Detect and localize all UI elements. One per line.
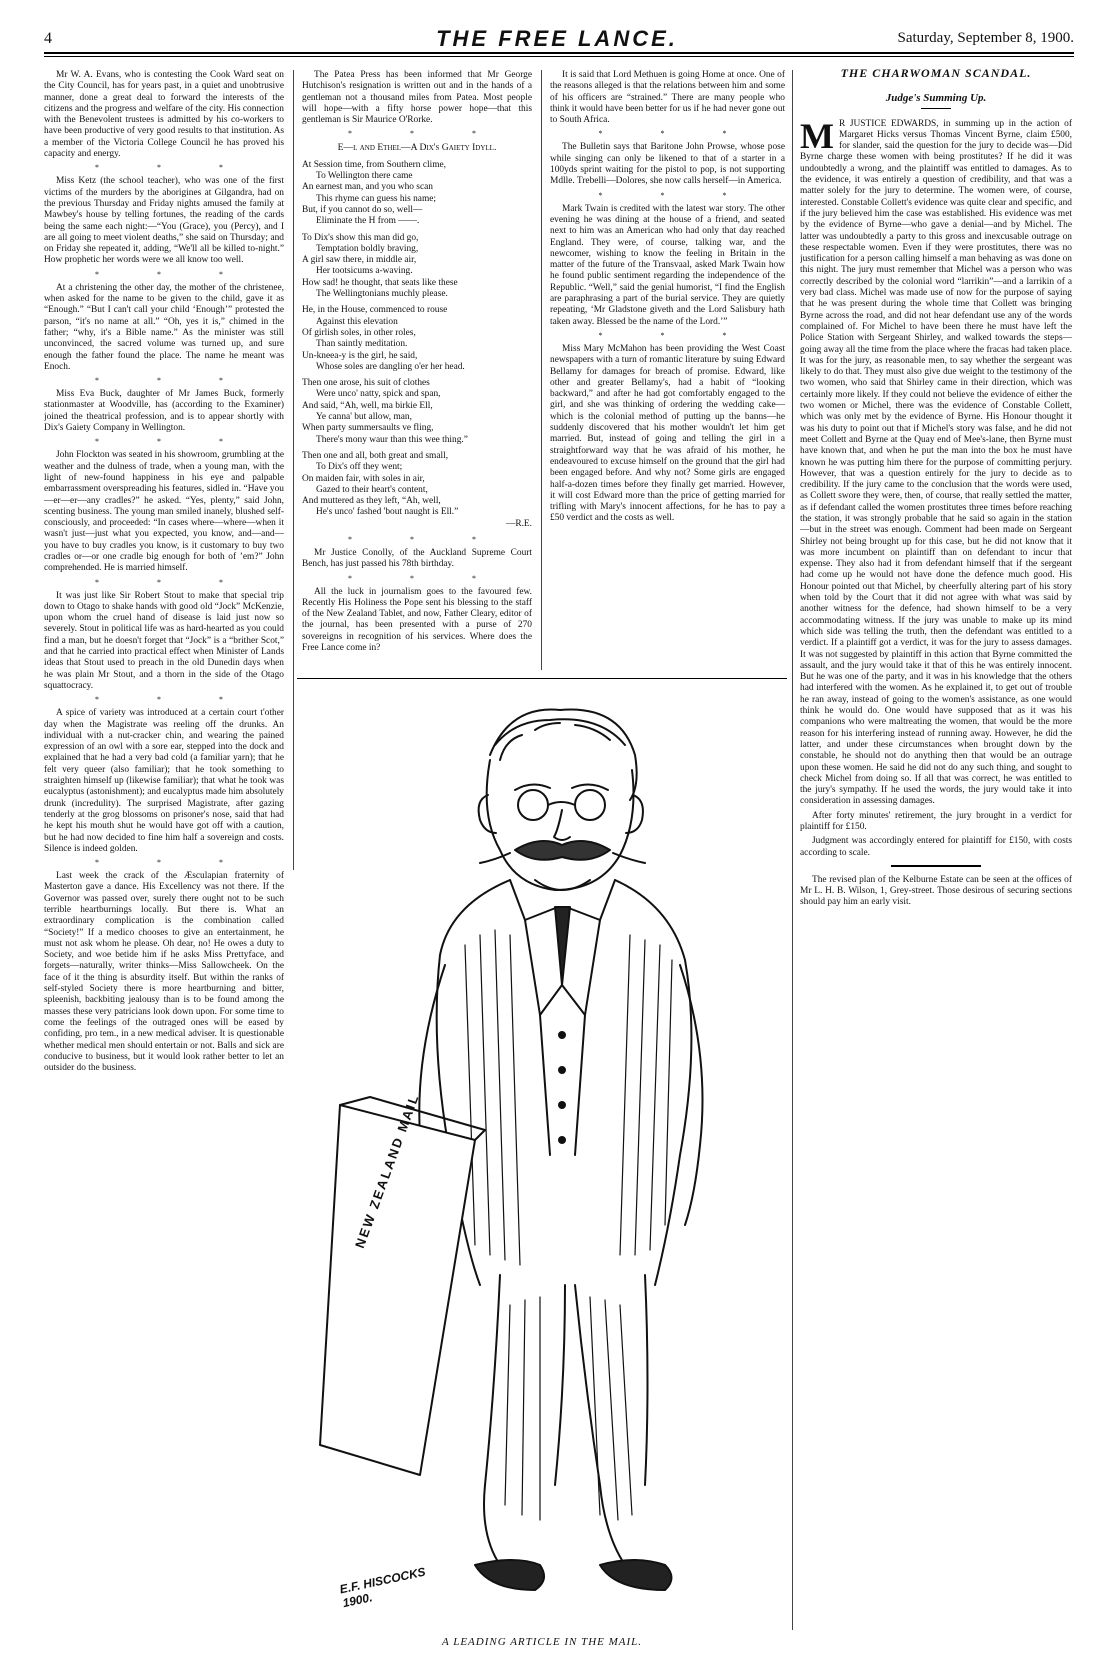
issue-date: Saturday, September 8, 1900. xyxy=(897,30,1074,46)
section-dots: * * * xyxy=(348,534,504,544)
poem-line: Ye canna' but allow, man, xyxy=(316,412,412,423)
poem-line: On maiden fair, with soles in air, xyxy=(302,473,425,484)
poem-line: This rhyme can guess his name; xyxy=(316,193,437,204)
section-dots: * * * xyxy=(95,376,251,386)
poem-line: Un-kneea-y is the girl, he said, xyxy=(302,350,418,361)
section-dots: * * * xyxy=(95,269,251,279)
paragraph: A spice of variety was introduced at a certain court t'other day when the Magistrate was reeling off the drunks. An individual with a nut-cracker chin, and wearing the pained expression of an owl with a sore ear, stepped into the dock and explained that he had a very bad cold (a familiar yarn); that he felt very queer (also familiar); that he took something to straighten himself up (likewise familiar); that what he took was eucalyptus (astonishment); and eucalyptus made him absolutely drunk (incredulity). The surprised Magistrate, after gazing tenderly at the grog blossoms on prisoner's nose, said that had he kept his mouth shut he would have got off with a caution, but he had now decided to fine him half a sovereign and costs. Silence is indeed golden. xyxy=(44,708,284,854)
paragraph: After forty minutes' retirement, the jury brought in a verdict for plaintiff for £150. xyxy=(800,810,1072,832)
artist-signature: E.F. HISCOCKS 1900. xyxy=(338,1564,427,1611)
column-divider xyxy=(792,70,793,1630)
cartoon-rule xyxy=(297,678,787,679)
poem xyxy=(302,451,532,530)
paragraph xyxy=(800,115,1072,808)
article-title: THE CHARWOMAN SCANDAL. xyxy=(840,66,1032,80)
section-dots: * * * xyxy=(598,330,755,340)
paragraph: It was just like Sir Robert Stout to make that special trip down to Otago to shake hands with good old “Jock” McKenzie, upon whom the cruel hand of disease is laid just now so severely. Stout in political life was as hard-hearted as you could find a man, but he doesn't forget that “Jock” is a “brither Scot,” and that he carried into practical effect when Minister of Lands ideas that Stout used to preach in the old Dunedin days when he was plain Mr Stout, and a thorn in the side of the Otago squattocracy. xyxy=(44,590,284,691)
poem-line: At Session time, from Southern clime, xyxy=(302,159,446,170)
poem-line: Eliminate the H from ——. xyxy=(316,216,420,227)
paragraph: The Bulletin says that Baritone John Prowse, whose pose while singing can only be likened to that of a starter in a 100yds sprint waiting for the pistol to pop, is not supporting Mdlle. Trebelli—Dolores, she now calls herself—in America. xyxy=(550,142,785,187)
poem-line: Than saintly meditation. xyxy=(316,339,408,350)
section-dots: * * * xyxy=(348,573,504,583)
paragraph: It is said that Lord Methuen is going Home at once. One of the reasons alleged is that the relations between him and some of his officers are “strained.” There are many people who think it would have been better for us if he had never gone out to South Africa. xyxy=(550,70,785,126)
caricature-illustration xyxy=(300,685,785,1630)
poem-line: The Wellingtonians muchly please. xyxy=(316,289,448,300)
column-4 xyxy=(800,66,1072,1646)
paragraph: Miss Mary McMahon has been providing the West Coast newspapers with a turn of romantic literature by suing Edward Bellamy for damages for breach of promise. Edward, like other and greater Bellamy's, had a habit of “looking backward,” and after he had got comfortably engaged to the girl, and she was thinking of ordering the wedding cake—which is the colonial method of putting up the banns—he suddenly discovered that his mother wouldn't let him get married. But, instead of going and telling the girl in a straightforward way that he was afraid of his mother, he endeavoured to excuse himself on the ground that the girl had been engaged before. And why not? Some girls are engaged half-a-dozen times before they finally get married. However, it will cost Edward more than the price of getting married for trifling with Mary's innocent affections, for he has to pay a £50 verdict and the costs as well. xyxy=(550,343,785,524)
poem-line: Then one arose, his suit of clothes xyxy=(302,378,430,389)
paragraph: Mark Twain is credited with the latest war story. The other evening he was dining at the house of a friend, and seated next to him was an American who had only that day reached England. They were, of course, talking war, and the newcomer, wishing to know the feeling in Britain in the matter of the future of the Transvaal, asked Mark Twain how he found public sentiment regarding the independence of the Republic. “Well,” said the genial humorist, “I find the English are paraphrasing a part of the burial service. They are quietly repeating, ‘Mr Gladstone giveth and the Lord Salisbury hath taken away. Blessed be the name of the Lord.’” xyxy=(550,203,785,327)
header-rule xyxy=(44,52,1074,54)
poem-line: When party summersaults ve fling, xyxy=(302,423,434,434)
poem xyxy=(302,378,532,446)
poem xyxy=(302,160,532,228)
column-1 xyxy=(44,70,284,1630)
column-2 xyxy=(302,70,532,690)
paragraph: John Flockton was seated in his showroom, grumbling at the weather and the dulness of trade, when a young man, with the light of new-found happiness in his eye and palpable embarrassment overspreading his features, sidled in. “Have you—er—er—any cradles?” he asked. “Yes, plenty,” said John, scenting business. The young man smiled inanely, blushed self-consciously, and proceeded: “In cases where—where—when it wasn't just—just what you expected, you know, and—and—you have to buy cradles you know, is it customary to buy two cradles or—or one cradle big enough for both of ’em?” John comprehended. He is married himself. xyxy=(44,450,284,574)
poem-line: Her tootsicums a-waving. xyxy=(316,266,413,277)
masthead: THE FREE LANCE. xyxy=(436,26,678,51)
poem-line: Against this elevation xyxy=(316,316,398,327)
article-subtitle: Judge's Summing Up. xyxy=(885,92,987,105)
column-3 xyxy=(550,70,785,670)
section-dots: * * * xyxy=(95,858,251,868)
poem-line: And said, “Ah, well, ma birkie Ell, xyxy=(302,400,433,411)
poem-line: An earnest man, and you who scan xyxy=(302,182,433,193)
poem-line: To Wellington there came xyxy=(316,171,413,182)
section-dots: * * * xyxy=(598,129,755,139)
paragraph: Last week the crack of the Æsculapian fraternity of Masterton gave a dance. His Excellency was not there. If the Governor was passed over, surely there ought not to be such terrible heartburnings locally. But there is. What an extraordinary complication is the combination called “Society!” If a medico chooses to give an entertainment, he must not ask whom he please. Oh dear, no! He owes a duty to Society, and woe betide him if he asks Miss Prettyface, and forgets—naturally, writer thinks—Miss Sallowcheek. On the face of it the thing is absurdity itself. But within the ranks of self-styled Society there is more heartburning and bitter, spleenish, backbiting jealousy than is to be found among the masses these very patricians look down upon. For some time to come the feelings of the outraged ones will be eased by confiding, pro tem., in a new medical adviser. It is questionable whether medical men should entertain or not. Balls and sick are conducive to business, but it would look rather better to let an outsider do the business. xyxy=(44,871,284,1074)
paragraph: The Patea Press has been informed that Mr George Hutchison's resignation is written out and in the hands of a gentleman not a thousand miles from Patea. Most people will hope—with a fifty horse power hope—that this gentleman is Sir Maurice O'Rorke. xyxy=(302,70,532,126)
paragraph: Miss Eva Buck, daughter of Mr James Buck, formerly stationmaster at Woodville, has (according to the Examiner) joined the theatrical profession, and is to appear shortly with Dix's Gaiety Company in Wellington. xyxy=(44,389,284,434)
poem xyxy=(302,233,532,301)
paragraph: At a christening the other day, the mother of the christenee, when asked for the name to be given to the child, gave it as “Enough.” “But I can't call your child ‘Enough’” protested the parson, “it's no name at all.” “Oh, yes it is,” chimed in the father; “why, it's a Bible name.” As the minister was still unconvinced, the sacred volume was turned up, and sure enough the father found the place. The name he meant was Enoch. xyxy=(44,282,284,372)
poem-line: Temptation boldly braving, xyxy=(316,243,419,254)
newspaper-masthead-text: NEW ZEALAND MAIL xyxy=(352,1091,422,1251)
section-dots: * * * xyxy=(95,163,251,173)
section-dots: * * * xyxy=(95,437,251,447)
poem-line: To Dix's off they went; xyxy=(316,462,403,473)
poem-line: He, in the House, commenced to rouse xyxy=(302,305,448,316)
poem-line: Then one and all, both great and small, xyxy=(302,450,449,461)
poem-line: Whose soles are dangling o'er her head. xyxy=(316,361,465,372)
notice: The revised plan of the Kelburne Estate can be seen at the offices of Mr L. H. B. Wilson, 1, Grey-street. Those desirous of securing sections should pay him an early visit. xyxy=(800,874,1072,908)
poem-line: There's mony waur than this wee thing.” xyxy=(316,434,468,445)
section-dots: * * * xyxy=(95,695,251,705)
notice-rule xyxy=(891,865,981,867)
poem-line: Of girlish soles, in other roles, xyxy=(302,327,416,338)
paragraph: All the luck in journalism goes to the favoured few. Recently His Holiness the Pope sent his blessing to the staff of the New Zealand Tablet, and now, Father Cleary, editor of the journal, has been presented with a purse of 270 sovereigns in recognition of his services. Where does the Free Lance come in? xyxy=(302,586,532,654)
paragraph: Miss Ketz (the school teacher), who was one of the first victims of the murders by the aborigines at Gilgandra, had on the previous Thursday and Friday nights amused the family at Mawbey's house by telling fortunes, the reading of the cards being the same each night:—“You (Grace), you (Percy), and I are all going to meet violent deaths,” she said on Thursday; and on Friday she repeated it, adding, “We'll all be killed to-night.” How prophetic her words were we all know too well. xyxy=(44,176,284,266)
poem-line: He's unco' fashed 'bout naught is Ell.” xyxy=(316,507,459,518)
poem-line: And muttered as they left, “Ah, well, xyxy=(302,496,441,507)
title-rule xyxy=(921,108,951,109)
poem-line: Gazed to their heart's content, xyxy=(316,484,428,495)
drop-cap: M xyxy=(800,115,834,156)
paragraph: Mr Justice Conolly, of the Auckland Supreme Court Bench, has just passed his 78th birthday. xyxy=(302,547,532,570)
page-number: 4 xyxy=(44,30,52,47)
poem-signature: —R.E. xyxy=(505,518,532,529)
paragraph: Mr W. A. Evans, who is contesting the Cook Ward seat on the City Council, has for years past, in a quiet and unobtrusive manner, done a great deal to forward the interests of the citizens and the progress and welfare of the city. His connection with the Benevolent trustees is admitted by his co-workers to have been productive of very good results to that institution. As a member of the Victoria College Council he has proved his capacity and energy. xyxy=(44,70,284,160)
section-dots: * * * xyxy=(598,190,755,200)
poem-line: How sad! he thought, that seats like these xyxy=(302,277,458,288)
paragraph-text: R JUSTICE EDWARDS, in summing up in the action of Margaret Hicks versus Thomas Vincent Byrne, claim £500, for slander, said the question for the jury to decide was—Did Byrne charge these women with being prostitutes? If he did it was undoubtedly a wrong, and the plaintiff was entitled to damages. As to the evidence, it was entirely a question of credibility, and that was a matter solely for the jury to determine. The women were, of course, interested. Constable Collett's evidence was quite clear and specific, and if the jury believed him the case was established. His evidence was met by the evidence of Byrne—who gave a denial—and by Michel. The latter was undoubtedly a party to this gross and inexcusable outrage on these respectable women. Even if they were prostitutes, there was no justification for a person calling himself a man behaving as was done on this night. The jury must remember that Michel was a person who was correctly described by the colonial word “larrikin”—and a larrikin of a very bad class. Michel was made use of now for the purpose of saying that he was present during the whole time that Collett was bringing Byrne across the road, and did not hear defendant use any of the words complained of. For Michel to have been there he must have left the Police Station with Sergeant Shirley, and walked towards the steps—going away all the time from the place where the fracas had taken place. It was for the jury, as reasonable men, to say whether the sergeant was likely to do that. They must also give due weight to the testimony of the two women, who said that Shirley came in their direction, which was certainly more likely. If they could not believe the evidence of either the two women or Michel, there was the evidence of Constable Collett, which was only met by the evidence of Byrne. His Honour thought it was his duty to point out that if Michel's story was false, and he did not meet Collett and Byrne at the Quay end of Mee's-lane, then Byrne must have known that, and when he put the man into the box he must have known he was putting him there for the purpose of committing perjury. However, that was a question entirely for the jury to decide as to credibility. If the jury came to the conclusion that the words were used, as Collett swore they were, then, of course, that really settled the matter, as if defendant called the women prostitutes three times before reaching the station, it was strongly probable that he said so again in the station—but in the street was enough. Comment had been made on Sergeant Shirley not being brought up for this case, but he did not know that it was more incumbent on plaintiff than on defendant to incur that expense. They also had it from defendant himself that if the sergeant had come up he would not have done the defence much good. His Honour pointed out that Michel, by cheerfully altering part of his story when told by the Court that it did not agree with what was said by another witness for the defence, had shown himself to be a very accommodating witness. If the jury was unable to make up its mind which side was telling the truth, then the defendant was entitled to a verdict. If a plaintiff got a verdict, it was for the jury to assess damages. It was not suggested by plaintiff in this action that Byrne committed the assault, and the jury would take it that of this he was entirely innocent. But he was one of the party, and it was in his knowledge that the others had interfered with the women. As he explained it, to get out of trouble he ran away, instead of going to the women's assistance, as one would think he would do. One would have supposed that as it was his companions who were maltreating the women, that would be the more reason for his interfering instead of running away. However, he did the latter, and under these circumstances when brought down by the constable, he should not do anything then that would be an outrage upon these women. He said he did not do any such thing, and sought to check Michel from doing so. If all that was correct, he was entitled to the jury's sympathy. If he used the words, the jury would take it into consideration in assessing damages. xyxy=(800,118,1072,807)
column-divider xyxy=(541,70,542,670)
column-divider xyxy=(293,70,294,870)
poem-line: A girl saw there, in middle air, xyxy=(302,255,417,266)
paragraph: Judgment was accordingly entered for plaintiff for £150, with costs according to scale. xyxy=(800,836,1072,858)
poem-line: Were unco' natty, spick and span, xyxy=(316,389,441,400)
poem-line: But, if you cannot do so, well— xyxy=(302,204,423,215)
section-dots: * * * xyxy=(95,577,251,587)
poem xyxy=(302,305,532,373)
header-rule-thin xyxy=(44,56,1074,57)
illustration-caption: A LEADING ARTICLE IN THE MAIL. xyxy=(441,1636,643,1648)
section-dots: * * * xyxy=(348,129,504,139)
poem-title: E—l and Ethel—A Dix's Gaiety Idyll. xyxy=(337,142,497,154)
poem-line: To Dix's show this man did go, xyxy=(302,232,419,243)
